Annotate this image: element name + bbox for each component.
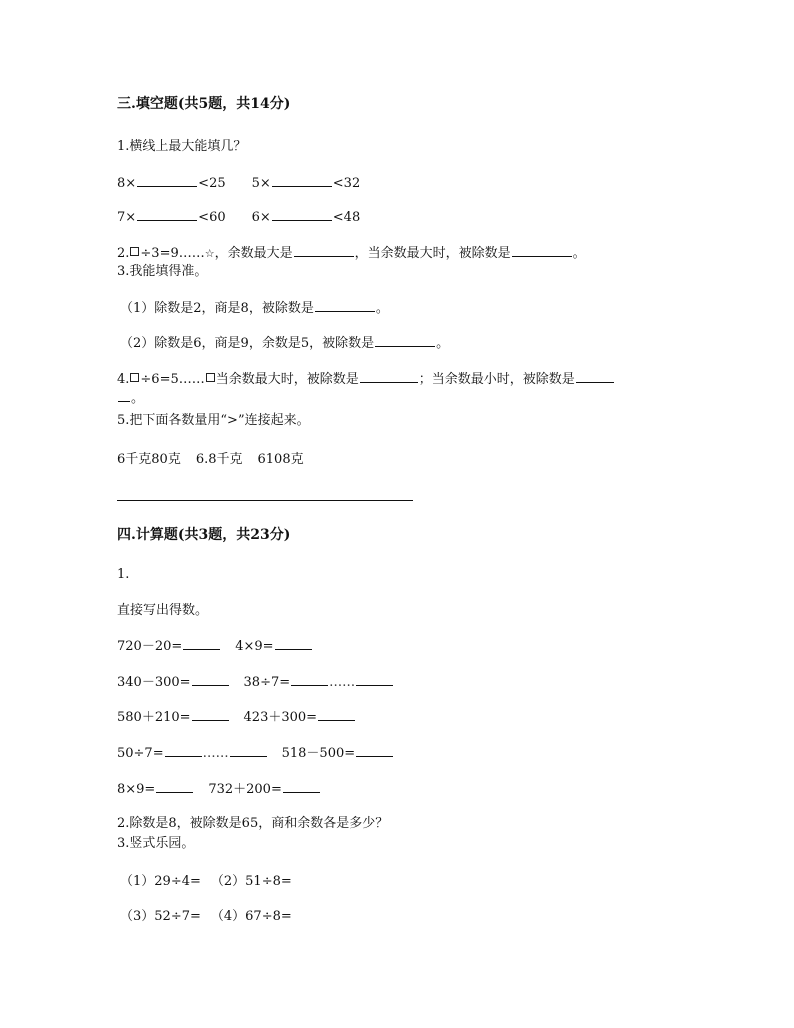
q5-c: 6108克 <box>257 452 304 467</box>
q3-p2-end: 。 <box>436 336 450 351</box>
q5-answer-line[interactable] <box>117 500 413 501</box>
answer-blank[interactable] <box>137 209 197 221</box>
answer-blank[interactable] <box>294 245 354 257</box>
q2-end: 。 <box>572 246 586 261</box>
s4-q3-title: 3.竖式乐园。 <box>117 836 195 851</box>
q1-title: 1.横线上最大能填几？ <box>117 139 247 154</box>
vertical-calc-row-1 <box>120 874 292 890</box>
q4-continuation <box>117 390 144 407</box>
calc-row-3 <box>117 709 356 726</box>
q2-num: 2. <box>117 246 130 261</box>
vcalc-r1a: （1）29÷4= <box>120 874 201 889</box>
q4-line <box>117 371 615 388</box>
calc-r4b: 518－500= <box>281 746 356 761</box>
q3-p1-end: 。 <box>375 301 389 316</box>
q1-r2b-post: <48 <box>332 210 361 225</box>
q3-title: 3.我能填得准。 <box>117 264 208 279</box>
square-placeholder-icon <box>130 373 139 382</box>
calc-r4a: 50÷7= <box>117 746 164 761</box>
answer-blank[interactable] <box>275 638 312 650</box>
answer-blank[interactable] <box>165 745 202 757</box>
answer-blank[interactable] <box>576 371 614 383</box>
answer-blank[interactable] <box>272 209 332 221</box>
star-icon: ☆ <box>204 247 215 260</box>
calc-r5b: 732＋200= <box>208 782 282 797</box>
q4-expr: ÷6=5…… <box>140 372 205 387</box>
answer-blank[interactable] <box>356 745 393 757</box>
answer-blank[interactable] <box>356 674 393 686</box>
q1-r1b-pre: 5× <box>251 176 271 191</box>
answer-blank[interactable] <box>360 371 418 383</box>
q3-part-1 <box>120 300 389 317</box>
answer-blank[interactable] <box>283 781 320 793</box>
q1-row-2 <box>117 209 360 226</box>
calc-r1b: 4×9= <box>235 639 274 654</box>
q4-num: 4. <box>117 372 130 387</box>
answer-blank[interactable] <box>272 175 332 187</box>
answer-blank[interactable] <box>192 709 229 721</box>
answer-blank[interactable] <box>137 175 197 187</box>
q2-text2: ，当余数最大时，被除数是 <box>354 246 511 261</box>
calc-r3a: 580＋210= <box>117 710 191 725</box>
vcalc-r2a: （3）52÷7= <box>120 909 201 924</box>
section-4-heading: 四.计算题(共3题，共23分) <box>117 527 291 543</box>
q1-r2a-post: <60 <box>198 210 226 225</box>
q3-p1-text: （1）除数是2，商是8，被除数是 <box>120 301 314 316</box>
q4-text2: ；当余数最小时，被除数是 <box>418 372 575 387</box>
answer-blank[interactable] <box>118 390 130 402</box>
calc-row-1 <box>117 638 313 655</box>
answer-blank[interactable] <box>375 335 435 347</box>
answer-blank[interactable] <box>315 300 375 312</box>
vcalc-r2b: （4）67÷8= <box>210 909 292 924</box>
q2-text1: ，余数最大是 <box>214 246 293 261</box>
q4-text1: 当余数最大时，被除数是 <box>215 372 359 387</box>
calc-r3b: 423＋300= <box>243 710 318 725</box>
s4-q1-title: 直接写出得数。 <box>117 603 209 618</box>
q1-r2b-pre: 6× <box>251 210 271 225</box>
q1-r1a-pre: 8× <box>117 176 137 191</box>
calc-r1a: 720－20= <box>117 639 183 654</box>
calc-r2a: 340－300= <box>117 675 191 690</box>
calc-row-2 <box>117 674 394 691</box>
square-placeholder-icon <box>206 373 215 382</box>
calc-row-4 <box>117 745 394 762</box>
answer-blank[interactable] <box>512 245 572 257</box>
answer-blank[interactable] <box>192 674 229 686</box>
s4-q1-num: 1. <box>117 567 130 582</box>
q1-r1b-post: <32 <box>332 176 361 191</box>
q5-a: 6千克80克 <box>117 452 181 467</box>
q5-b: 6.8千克 <box>195 452 243 467</box>
calc-r5a: 8×9= <box>117 782 156 797</box>
q3-part-2 <box>120 335 449 352</box>
answer-blank[interactable] <box>156 781 193 793</box>
square-placeholder-icon <box>130 247 139 256</box>
answer-blank[interactable] <box>230 745 267 757</box>
q1-r1a-post: <25 <box>198 176 226 191</box>
q4-cont: 。 <box>131 391 145 406</box>
q5-quantities <box>117 452 304 468</box>
q5-title: 5.把下面各数量用“>”连接起来。 <box>117 413 310 428</box>
calc-row-5 <box>117 781 321 798</box>
vcalc-r1b: （2）51÷8= <box>210 874 292 889</box>
vertical-calc-row-2 <box>120 909 292 925</box>
calc-r2b: 38÷7= <box>243 675 291 690</box>
answer-blank[interactable] <box>183 638 220 650</box>
section-3-heading: 三.填空题(共5题，共14分) <box>117 96 291 112</box>
s4-q2-title: 2.除数是8，被除数是65，商和余数各是多少？ <box>117 816 389 831</box>
q1-row-1 <box>117 175 360 192</box>
answer-blank[interactable] <box>318 709 355 721</box>
calc-r4a-dots: …… <box>202 746 229 761</box>
q1-r2a-pre: 7× <box>117 210 137 225</box>
answer-blank[interactable] <box>291 674 328 686</box>
q3-p2-text: （2）除数是6，商是9，余数是5，被除数是 <box>120 336 375 351</box>
calc-r2b-dots: …… <box>329 675 356 690</box>
q2-expr: ÷3=9…… <box>140 246 205 261</box>
q2-line <box>117 245 586 262</box>
